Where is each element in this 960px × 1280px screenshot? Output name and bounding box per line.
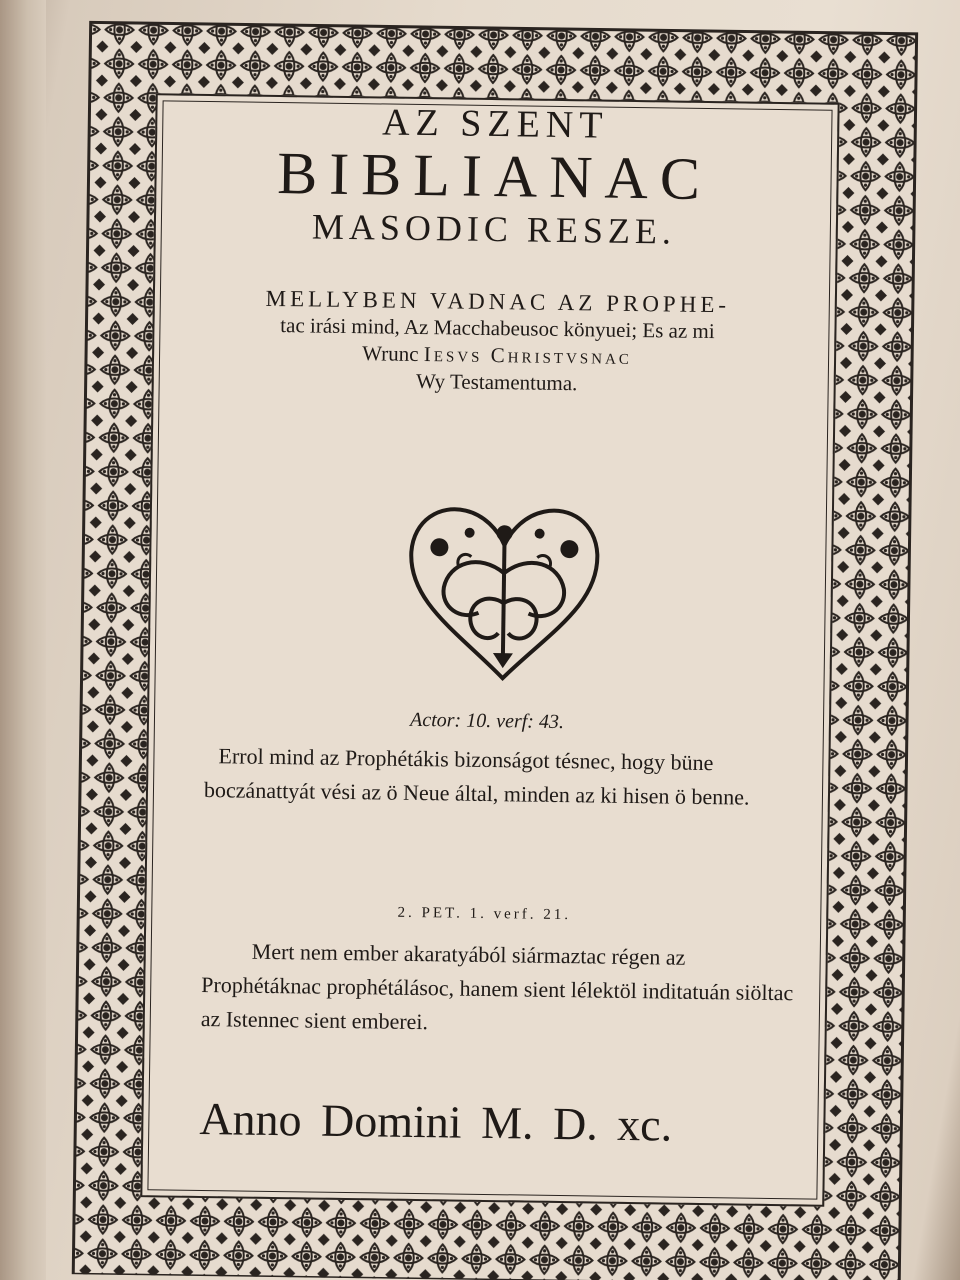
quote-peter: Mert nem ember akaratyából siármaztac régen az Prophétáknac prophétálásoc, hanem sient lélektöl inditatuán siöltac az Istennec sient emberei. xyxy=(200,938,794,1035)
subtitle-line-3b: Iesvs Christvsnac xyxy=(423,342,633,369)
subtitle-line-2: tac irási mind, Az Macchabeusoc könyuei; Es az mi xyxy=(280,313,715,344)
title-line-2: BIBLIANAC xyxy=(276,139,713,213)
imprint-date: Anno Domini M. D. xc. xyxy=(199,1092,673,1151)
page-edge xyxy=(0,0,46,1280)
subtitle-caps-line: MELLYBEN VADNAC AZ PROPHE- xyxy=(265,285,731,318)
subtitle-line-3a: Wrunc xyxy=(362,341,419,366)
citation-acts: Actor: 10. verf: 43. xyxy=(409,708,565,734)
heart-fleuron-icon xyxy=(398,492,611,685)
title-line-3: MASODIC RESZE. xyxy=(311,206,677,252)
citation-peter: 2. PET. 1. verf. 21. xyxy=(397,904,572,924)
ornamental-border xyxy=(51,12,929,1280)
quote-acts: Errol mind az Prophétákis bizonságot tésnec, hogy büne boczánattyát vési az ö Neue által, minden az ki hisen ö benne. xyxy=(203,743,750,810)
subtitle-block xyxy=(192,284,803,401)
title-page-text xyxy=(140,93,835,1202)
title-line-1: AZ SZENT xyxy=(381,101,609,147)
subtitle-line-4: Wy Testamentuma. xyxy=(415,368,578,396)
